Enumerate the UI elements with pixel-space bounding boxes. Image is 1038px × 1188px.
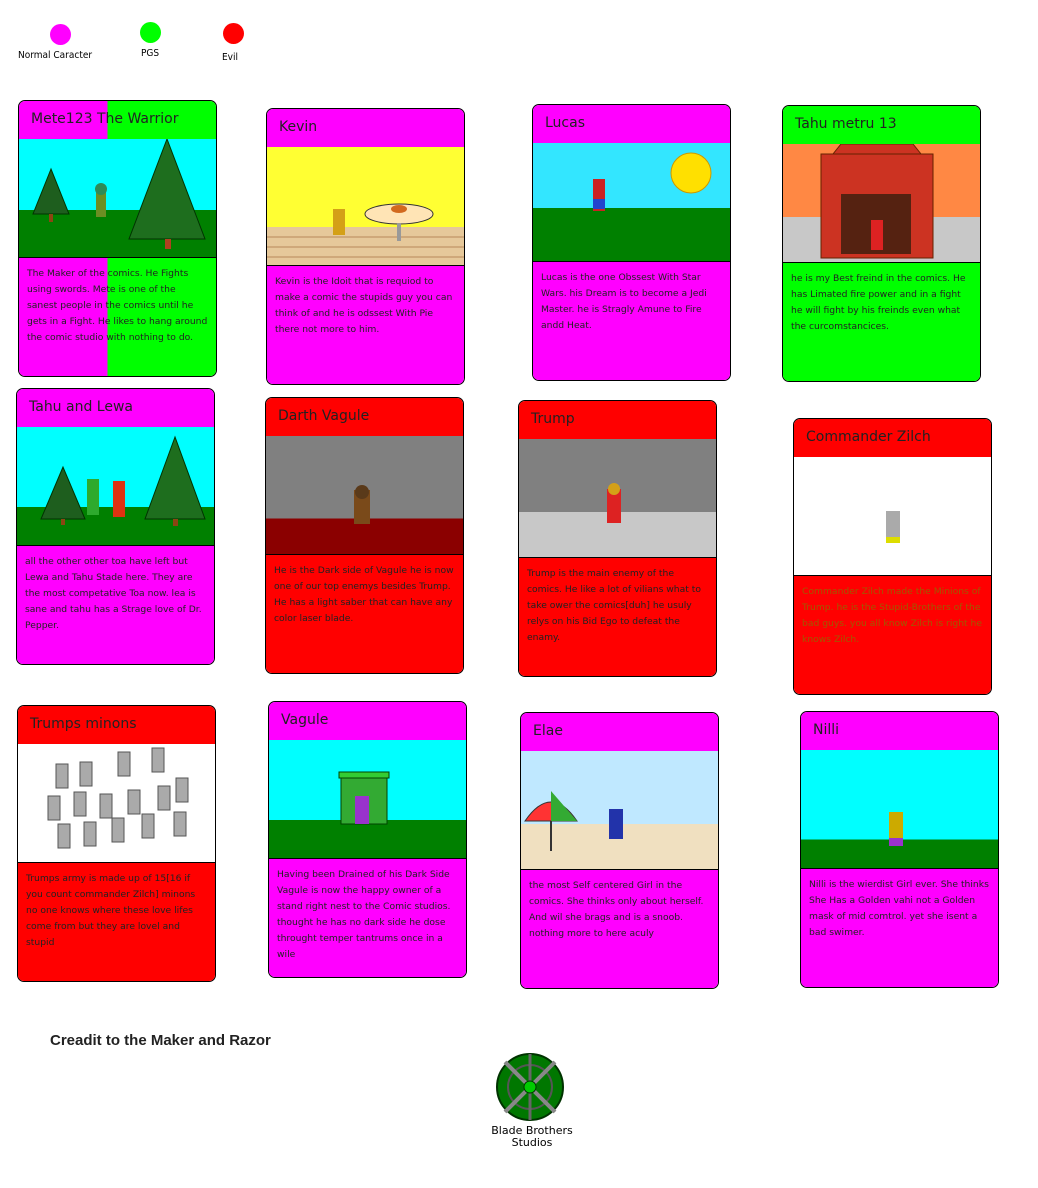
card-title: Kevin (279, 119, 318, 135)
card-title: Tahu and Lewa (29, 399, 133, 415)
card-description: Commander Zilch made the Minions of Trump. he is the Stupid-Brothers of the bad guys. you all know Zilch is right he knows Zilch. (802, 586, 983, 645)
card-description: all the other other toa have left but Lewa and Tahu Stade here. They are the most competative Toa now. lea is sane and tahu has a Strage love of Dr. Pepper. (25, 556, 202, 631)
scene-pie-table (267, 147, 464, 266)
legend-normal-dot (50, 24, 71, 45)
beach-illustration (521, 751, 718, 869)
forest-illustration (19, 139, 216, 257)
scene-fireplace (783, 144, 980, 263)
pie-table-illustration (267, 147, 464, 265)
card-description: he is my Best freind in the comics. He has Limated fire power and in a fight he will fight by his freinds even what the curcomstancices. (791, 273, 966, 332)
scene-minion-army (18, 744, 215, 863)
card-trumps-minions (17, 705, 216, 982)
fireplace-illustration (783, 144, 980, 262)
credit-text: Creadit to the Maker and Razor (50, 1032, 271, 1049)
card-description: Having been Drained of his Dark Side Vagule is now the happy owner of a stand right nest to the Comic studios. thought he has no dark side he dose throught temper tantrums once in a wile (277, 869, 451, 960)
card-description: Lucas is the one Obssest With Star Wars. his Dream is to become a Jedi Master. he is Stragly Amune to Fire andd Heat. (541, 272, 707, 331)
card-vagule (268, 701, 467, 978)
card-title: Darth Vagule (278, 408, 370, 424)
card-commander-zilch (793, 418, 992, 695)
grey-room-illustration (519, 439, 716, 557)
card-description: He is the Dark side of Vagule he is now one of our top enemys besides Trump. He has a light saber that can have any color laser blade. (274, 565, 454, 624)
card-nilli (800, 711, 999, 988)
scene-beach (521, 751, 718, 870)
legend-pgs-label: PGS (141, 48, 160, 59)
sun-field-illustration (533, 143, 730, 261)
scene-stand (269, 740, 466, 859)
blade-brothers-logo (495, 1052, 565, 1122)
card-title: Elae (533, 723, 563, 739)
logo-text: Blade Brothers Studios (491, 1124, 573, 1149)
card-elae (520, 712, 719, 989)
legend-normal-label: Normal Caracter (18, 50, 93, 61)
card-description: the most Self centered Girl in the comics. She thinks only about herself. And wil she brags and is a snoob. nothing more to here aculy (529, 880, 704, 939)
forest-duo-illustration (17, 427, 214, 545)
card-description: Trumps army is made up of 15[16 if you count commander Zilch] minons no one knows where these love lifes come from but they are lovel and stupid (26, 873, 196, 948)
card-description: Nilli is the wierdist Girl ever. She thinks She Has a Golden vahi not a Golden mask of mid comtrol. yet she isent a bad swimer. (809, 879, 989, 938)
scene-grey-room (519, 439, 716, 558)
legend-evil-dot (223, 23, 244, 44)
card-title: Tahu metru 13 (795, 116, 897, 132)
sea-illustration (801, 750, 998, 868)
white-room-illustration (794, 457, 991, 575)
card-description: Kevin is the Idoit that is requiod to make a comic the stupids guy you can think of and he is odssest With Pie there not more to him. (275, 276, 453, 335)
dark-room-illustration (266, 436, 463, 554)
card-title: Vagule (281, 712, 329, 728)
legend-pgs-dot (140, 22, 161, 43)
card-tahu-metru (782, 105, 981, 382)
card-tahu-lewa (16, 388, 215, 665)
minion-army-illustration (18, 744, 215, 862)
legend-evil-label: Evil (222, 52, 239, 63)
scene-sea (801, 750, 998, 869)
card-lucas (532, 104, 731, 381)
card-title: Mete123 The Warrior (31, 111, 179, 127)
scene-forest-duo (17, 427, 214, 546)
card-title: Commander Zilch (806, 429, 931, 445)
card-kevin (266, 108, 465, 385)
scene-white-room (794, 457, 991, 576)
card-title: Nilli (813, 722, 840, 738)
card-title: Trump (531, 411, 575, 427)
card-description: The Maker of the comics. He Fights using swords. Mete is one of the sanest people in the comics until he gets in a Fight. He likes to hang around the comic studio with nothing to do. (27, 268, 208, 343)
scene-forest (19, 139, 216, 258)
card-title: Lucas (545, 115, 585, 131)
card-mete123 (18, 100, 217, 377)
card-trump (518, 400, 717, 677)
scene-dark-room (266, 436, 463, 555)
scene-sunny-field (533, 143, 730, 262)
stand-illustration (269, 740, 466, 858)
card-title: Trumps minons (30, 716, 137, 732)
card-description: Trump is the main enemy of the comics. He like a lot of vilians what to take ower the comics[duh] he usuly relys on his Bid Ego to defeat the enamy. (527, 568, 701, 643)
card-darth-vagule (265, 397, 464, 674)
